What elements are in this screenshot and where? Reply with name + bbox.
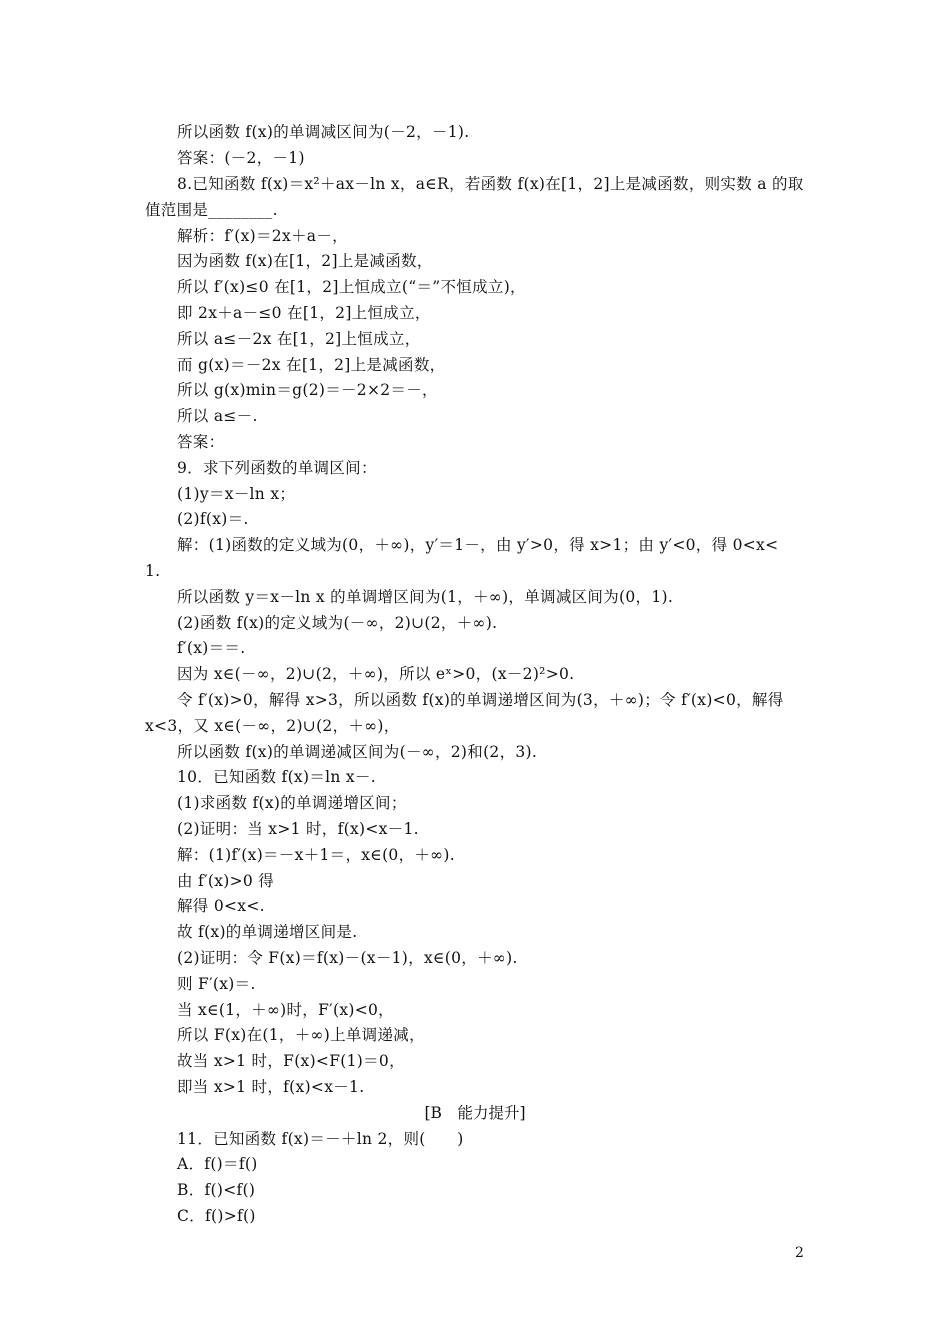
text-line: 即当 x>1 时，f(x)<x－1. [177, 1078, 365, 1096]
text-line: (1)y＝x－ln x； [177, 485, 296, 503]
text-line: (1)求函数 f(x)的单调递增区间； [177, 794, 407, 812]
page-number: 2 [795, 1245, 804, 1261]
text-line: 则 F′(x)＝. [177, 975, 256, 993]
text-line: 所以 F(x)在(1，＋∞)上单调递减， [177, 1026, 425, 1044]
text-line: (2)证明：当 x>1 时，f(x)<x－1. [177, 820, 419, 838]
option-c: C．f()>f() [177, 1207, 256, 1225]
text-line: 令 f′(x)>0，解得 x>3，所以函数 f(x)的单调递增区间为(3，＋∞)；令 f′(x)<0，解得 [177, 691, 784, 709]
text-line: 故当 x>1 时，F(x)<F(1)＝0， [177, 1052, 405, 1070]
question-8-line: 8.已知函数 f(x)＝x²＋ax－ln x，a∈R，若函数 f(x)在[1，2]上是减函数，则实数 a 的取 [177, 175, 804, 193]
text-line: 答案：(－2，－1) [177, 149, 305, 167]
text-line: 值范围是________. [145, 201, 278, 219]
text-line: 因为 x∈(－∞，2)∪(2，＋∞)，所以 eˣ>0，(x－2)²>0. [177, 665, 575, 683]
text-line: 由 f′(x)>0 得 [177, 872, 275, 890]
text-line: 所以 f′(x)≤0 在[1，2]上恒成立(“＝”不恒成立)， [177, 278, 526, 296]
text-line: f′(x)＝＝. [177, 639, 246, 657]
question-11-line: 11．已知函数 f(x)＝－＋ln 2，则( ) [177, 1130, 464, 1148]
text-line: 所以 a≤－. [177, 407, 258, 425]
text-line: x<3，又 x∈(－∞，2)∪(2，＋∞)， [145, 717, 400, 735]
text-line: 解：(1)f′(x)＝－x＋1＝，x∈(0，＋∞). [177, 846, 455, 864]
text-line: 所以函数 f(x)的单调递减区间为(－∞，2)和(2，3). [177, 743, 538, 761]
section-heading: [B 能力提升] [424, 1104, 526, 1122]
text-line: (2)证明：令 F(x)＝f(x)－(x－1)，x∈(0，＋∞). [177, 949, 518, 967]
text-line: 解得 0<x<. [177, 897, 265, 915]
text-line: 即 2x＋a－≤0 在[1，2]上恒成立， [177, 304, 431, 322]
text-line: 所以函数 f(x)的单调减区间为(－2，－1). [177, 123, 470, 141]
text-line: 所以函数 y＝x－ln x 的单调增区间为(1，＋∞)，单调减区间为(0，1). [177, 588, 674, 606]
text-line: (2)f(x)＝. [177, 510, 249, 528]
text-line: 而 g(x)＝－2x 在[1，2]上是减函数， [177, 356, 446, 374]
text-line: 所以 g(x)min＝g(2)＝－2×2＝－， [177, 381, 438, 399]
text-line: 所以 a≤－2x 在[1，2]上恒成立， [177, 330, 421, 348]
option-a: A．f()＝f() [177, 1155, 258, 1173]
text-line: 故 f(x)的单调递增区间是. [177, 923, 358, 941]
text-line: 解析：f′(x)＝2x＋a－， [177, 227, 348, 245]
text-line: 答案： [177, 433, 225, 451]
text-line: 1. [145, 562, 161, 580]
question-9-line: 9．求下列函数的单调区间： [177, 459, 377, 477]
option-b: B．f()<f() [177, 1181, 256, 1199]
text-line: 因为函数 f(x)在[1，2]上是减函数， [177, 252, 433, 270]
text-line: 当 x∈(1，＋∞)时，F′(x)<0， [177, 1001, 394, 1019]
text-line: (2)函数 f(x)的定义域为(－∞，2)∪(2，＋∞). [177, 614, 498, 632]
text-line: 解：(1)函数的定义域为(0，＋∞)，y′＝1－，由 y′>0，得 x>1；由 y′<0，得 0<x< [177, 536, 779, 554]
question-10-line: 10．已知函数 f(x)＝ln x－. [177, 768, 376, 786]
